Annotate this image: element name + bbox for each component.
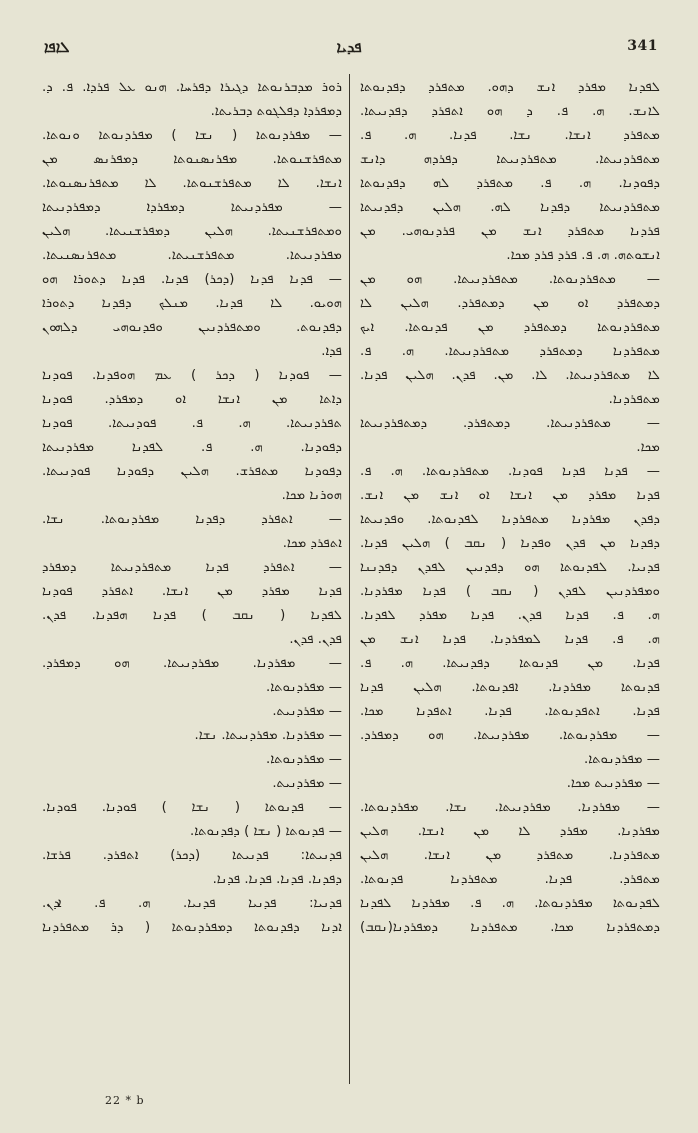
text-line: ܠܐܢܫ. ܗ. ܦ. ܕ ܗܘ ܐܬܦܪܕ ܕܦܕܢܝܬܐ. — [360, 104, 660, 119]
text-line: ܦܕܢܝܐ. ܠܦܕܢܘܬܐ ܗܘ ܕܦܕܢܝܢ ܠܦܕܢ ܕܦܕܢܢܐ — [360, 560, 660, 575]
column-divider — [349, 74, 350, 1084]
text-line: — ܡܦܪܕܢܘܬܐ. ܡܦܪܕܢܝܬܐ. ܗܘ ܕܡܦܪܕ. — [360, 728, 660, 743]
header-center-word: ܦܕܝܐ — [336, 38, 362, 56]
text-line: ܕܦܕܢܐ ܡܢ ܦܕܢ ܘܦܕܢܐ ( ܢܩܒ ) ܗܠܝܢ ܦܕܢܐ. — [360, 536, 660, 551]
text-line: ܡܬܦܪܕܢܐ. — [608, 392, 660, 407]
text-line: ܠܐ ܡܬܦܪܕܢܝܬܐ. ܠܐ. ܡܢ. ܦܕܢ. ܗܠܝܢ ܦܕܢܐ. — [360, 368, 660, 383]
text-line: — ܡܦܪܕܢܐ. ܡܦܪܕܢܝܬܐ. ܗܘ ܕܡܦܪܕ. — [42, 656, 342, 671]
text-line: — ܦܕܢܐ ܦܕܢܐ (ܕܟܪ) ܦܕܢܐ. ܦܕܢܐ ܕܬܘܪܐ ܗܘ — [42, 272, 342, 287]
text-line: ܕܡܬܦܪܕ ܐܘ ܡܢ ܕܡܬܦܪܕ. ܗܠܝܢ ܠܐ — [360, 296, 660, 311]
text-line: ܦܕܢܝܐ: ܦܕܢܝܐ ܦܕܢܝܐ. ܗ. ܦ. ܐܕܢ. — [42, 896, 342, 911]
header-left-word: ܠܐܦܐ — [44, 38, 70, 56]
text-line: ܦܕܢܘܬܐ ܡܦܪܕܢܐ. ܐܦܕܢܘܬܐ. ܗܠܝܢ ܦܕܢܐ — [360, 680, 660, 695]
text-line: — ܡܦܪܕܢܝܬܐ ܕܡܦܪܕܐ ܕܡܦܪܕܢܝܬܐ — [42, 200, 342, 215]
text-line: ܡܬܦܪܕܢܐ ܕܡܬܦܪܕ ܡܬܦܪܕܢܝܬܐ. ܗ. ܦ. — [360, 344, 660, 359]
text-line: ܦܪܕܢܐ ܡܬܦܪܕ ܐܢܫ ܡܢ ܦܪܕܢܘܗܝ. ܡܢ — [360, 224, 660, 239]
text-line: ܠܦܕܢܘܬܐ ܡܦܪܕܢܘܬܐ. ܗ. ܦ. ܡܦܪܕܢܐ ܠܦܕܢܐ — [360, 896, 660, 911]
text-line: ܡܬܦܪܕܢܝܬܐ ܕܦܕܢܐ ܠܗ. ܗܠܝܢ ܕܦܕܢܝܬܐ — [360, 200, 660, 215]
text-line: ܕܦܕܢ ܡܦܪܕܢܐ ܡܬܦܪܕܢܐ ܠܦܕܢܘܬܐ. ܘܦܕܢܝܬܐ — [360, 512, 660, 527]
text-line: ܦܕܢܐ ܡܦܪܕ ܡܢ ܐܢܫܐ. ܐܬܦܪܕ ܦܘܕܢܐ — [42, 584, 342, 599]
page-number: 341 — [627, 38, 658, 54]
text-line: ܡܦܪܕܢܝܬܐ. ܡܬܦܪܫܢܝܬܐ. ܡܬܦܪܢܣܢܝܬܐ. — [42, 248, 342, 263]
text-line: ܦܕܐ. — [321, 344, 342, 359]
text-line: ܡܟܐ. — [636, 440, 660, 455]
text-line: ܗܘܝܘ. ܠܐ ܦܕܢܐ. ܡܢܠܟ ܕܦܕܢܐ ܕܬܘܪܐ — [42, 296, 342, 311]
text-line: ܦܕܢ. ܦܕܢ. — [289, 632, 342, 647]
text-line: ܦܕܢܐ. ܡܢ ܦܕܢܘܬܐ ܕܦܕܢܝܬܐ. ܗ. ܦ. — [360, 656, 660, 671]
text-line: ܐܢܫܘܬܗ. ܗ. ܦ. ܦܪܕ ܦܪܕ ܡܟܐ. — [506, 248, 660, 263]
text-line: ܡܬܦܪܕܢܘܬܐ ܕܡܬܦܪܕ ܡܢ ܦܕܢܘܬܐ. ܐܝܟ — [360, 320, 660, 335]
text-line: ܕܦܘܕܢܐ. ܗ. ܦ. ܠܦܕܢܐ ܡܦܪܕܢܝܬܐ — [42, 440, 342, 455]
text-line: ܬܦܪܕܢܝܬܐ. ܗ. ܦ. ܦܘܕܢܝܬܐ. ܦܘܕܢܐ — [42, 416, 342, 431]
text-line: ܦܕܢܐ. ܐܬܦܕܢܘܬܐ. ܦܕܢܐ. ܐܬܦܕܢܐ ܡܟܐ. — [360, 704, 660, 719]
text-line: ܗܘܪܢܐ ܡܟܐ. — [281, 488, 342, 503]
page-header — [40, 38, 658, 62]
text-line: — ܡܦܪܕܢܘܬܐ. — [584, 752, 660, 767]
text-line: ܕܦܘܕܢܐ. ܗ. ܦ. ܡܬܦܪܕ ܠܗ ܕܦܕܢܘܬܐ — [360, 176, 660, 191]
text-line: ܘܡܦܪܕܢܝܢ ܠܦܕܢ ( ܢܩܒ ) ܦܕܢܐ ܡܦܪܕܢܐ. — [360, 584, 660, 599]
text-line: ܗ. ܦ. ܦܕܢܐ ܦܕܢ. ܦܕܢܐ ܡܦܪܕ ܠܦܕܢܐ. — [360, 608, 660, 623]
text-line: — ܦܘܕܢܐ ( ܕܟܪ ) ܥܡ ܗܘܦܕܢܐ. ܦܘܕܢܐ — [42, 368, 342, 383]
text-line: ܦܕܢܝܬܐ: ܦܕܢܝܬܐ (ܕܟܪ) ܐܬܦܪܕ. ܦܪܫܐ. — [42, 848, 342, 863]
text-line: — ܡܦܪܕܢܝܬ. — [272, 776, 342, 791]
text-line: ܠܦܕܢܐ ( ܢܩܒ ) ܦܕܢܐ ܗܦܕܢܐ. ܦܕܢ. — [42, 608, 342, 623]
left-column — [42, 76, 342, 1081]
text-line: — ܡܦܪܕܢܝܬ. — [272, 704, 342, 719]
text-line: ܐܕܢܐ ܕܦܕܢܘܬܐ ܕܡܦܪܕܢܘܬܐ ( ܕܪ ܡܬܦܪܕܢܐ — [42, 920, 342, 935]
text-line: — ܡܬܦܪܕܢܘܬܐ. ܡܬܦܪܕܢܝܬܐ. ܗܘ ܡܢ — [360, 272, 660, 287]
text-line: ܕܡܦܪܕܐ ܕܦܠܓܘܬ ܕܒܪܝܬܐ. — [210, 104, 342, 119]
text-line: ܠܦܕܢܐ ܡܦܪܕ ܐܢܫ ܕܗܘ. ܡܬܦܪܕ ܕܦܕܢܘܬܐ — [360, 80, 660, 95]
text-line: — ܦܕܢܘܬܐ ( ܢܫܐ ) ܕܦܕܢܘܬܐ. — [190, 824, 342, 839]
text-line: — ܡܦܪܕܢܘܬܐ ( ܢܫܐ ) ܡܦܪܕܢܘܬܐ ܘܢܘܬܐ. — [42, 128, 342, 143]
right-column — [360, 76, 660, 1081]
text-line: ܕܦܕܢܐ. ܦܕܢܐ. ܦܕܢܐ. ܦܕܢܐ. — [212, 872, 342, 887]
text-line: ܕܦܕܢܘܬ. ܘܡܬܦܪܕܢܝܢ ܘܦܕܢܘܗܝ ܕܠܗܘܢ — [42, 320, 342, 335]
text-line: ܡܬܦܪܕ ܐܢܫܐ. ܢܫܐ. ܦܕܢܐ. ܗ. ܦ. — [360, 128, 660, 143]
text-line: — ܐܬܦܪܕ ܦܕܢܐ ܡܬܦܪܕܢܝܬܐ ܕܡܦܪܕ — [42, 560, 342, 575]
text-line: ܡܬܦܪܕܢܝܬܐ. ܡܬܦܪܕܢܝܬܐ ܕܦܪܕܗ ܕܐܢܫ — [360, 152, 660, 167]
text-line: — ܡܦܪܕܢܝܬ ܡܟܐ. — [566, 776, 660, 791]
text-line: — ܡܦܪܕܢܘܬܐ. — [266, 680, 342, 695]
text-line: ܦܕܢܐ ܡܦܪܕ ܡܢ ܐܢܫܐ ܐܘ ܐܢܫ ܡܢ ܐܢܫ. — [360, 488, 660, 503]
text-line: — ܡܬܦܪܕܢܝܬܐ. ܕܡܬܦܪܕ. ܕܡܬܦܪܕܢܝܬܐ — [360, 416, 660, 431]
text-line: ܪܘܪ ܡܕܒܪܢܘܬܐ ܕܓܝܪܐ ܕܦܪܚܐ. ܗܢܘ ܥܠ ܦܪܕܐ. ܦ. ܕ. — [42, 80, 342, 95]
text-line: ܘܡܬܦܪܫܢܝܬܐ. ܗܠܝܢ ܕܡܦܪܫܢܝܬܐ. ܗܠܝܢ — [42, 224, 342, 239]
text-line: ܡܬܦܪܕܢܐ. ܡܬܦܪܕ ܡܢ ܐܢܫܐ. ܗܠܝܢ — [360, 848, 660, 863]
text-line: — ܡܦܪܕܢܐ. ܡܦܪܕܢܝܬܐ. ܢܫܐ. ܡܦܪܕܢܘܬܐ. — [360, 800, 660, 815]
text-line: — ܡܦܪܕܢܘܬܐ. — [266, 752, 342, 767]
text-line: ܐܢܫܐ. ܠܐ ܡܬܦܪܫܢܘܬܐ. ܠܐ ܡܬܦܪܢܣܢܘܬܐ. — [42, 176, 342, 191]
text-line: ܕܐܬܐ ܡܢ ܐܢܫܐ ܐܘ ܕܡܦܪܕ. ܦܘܕܢܐ — [42, 392, 342, 407]
text-line: — ܡܦܪܕܢܐ. ܡܦܪܕܢܝܬܐ. ܢܫܐ. — [194, 728, 342, 743]
text-line: — ܦܕܢܘܬܐ ( ܢܫܐ ) ܦܘܕܢܐ. ܦܘܕܢܐ. — [42, 800, 342, 815]
text-line: ܐܬܦܪܕ ܡܟܐ. — [282, 536, 342, 551]
text-line: — ܦܕܢܐ ܦܕܢܐ ܦܘܕܢܐ. ܡܬܦܪܕܢܘܬܐ. ܗ. ܦ. — [360, 464, 660, 479]
text-line: ܗ. ܦ. ܦܕܢܐ ܠܡܦܪܕܢܐ. ܦܕܢܐ ܐܢܫ ܡܢ — [360, 632, 660, 647]
signature-mark: 22 * b — [105, 1094, 145, 1107]
text-line: ܕܦܘܕܢܐ ܡܬܦܪܫ. ܗܠܝܢ ܕܦܘܕܢܐ ܦܘܕܢܝܬܐ. — [42, 464, 342, 479]
text-line: ܡܬܦܪܕ. ܦܕܢܐ. ܡܬܦܪܕܢܐ ܦܕܢܘܬܐ. — [360, 872, 660, 887]
text-line: ܡܦܪܕܢܐ. ܡܦܪܕ ܠܐ ܡܢ ܐܢܫܐ. ܗܠܝܢ — [360, 824, 660, 839]
text-line: — ܐܬܦܪܕ ܕܦܕܢܐ ܡܦܪܕܢܘܬܐ. ܢܫܐ. — [42, 512, 342, 527]
text-line: ܡܬܦܪܫܢܘܬܐ. ܡܦܪܢܣܢܘܬܐ ܕܡܦܪܢܣ ܡܢ — [42, 152, 342, 167]
text-line: ܕܡܬܦܪܕܢܐ ܡܟܐ. ܡܬܦܪܕܢܐ ܕܡܦܪܕܢܐ(ܢܩܒ) — [360, 920, 660, 935]
